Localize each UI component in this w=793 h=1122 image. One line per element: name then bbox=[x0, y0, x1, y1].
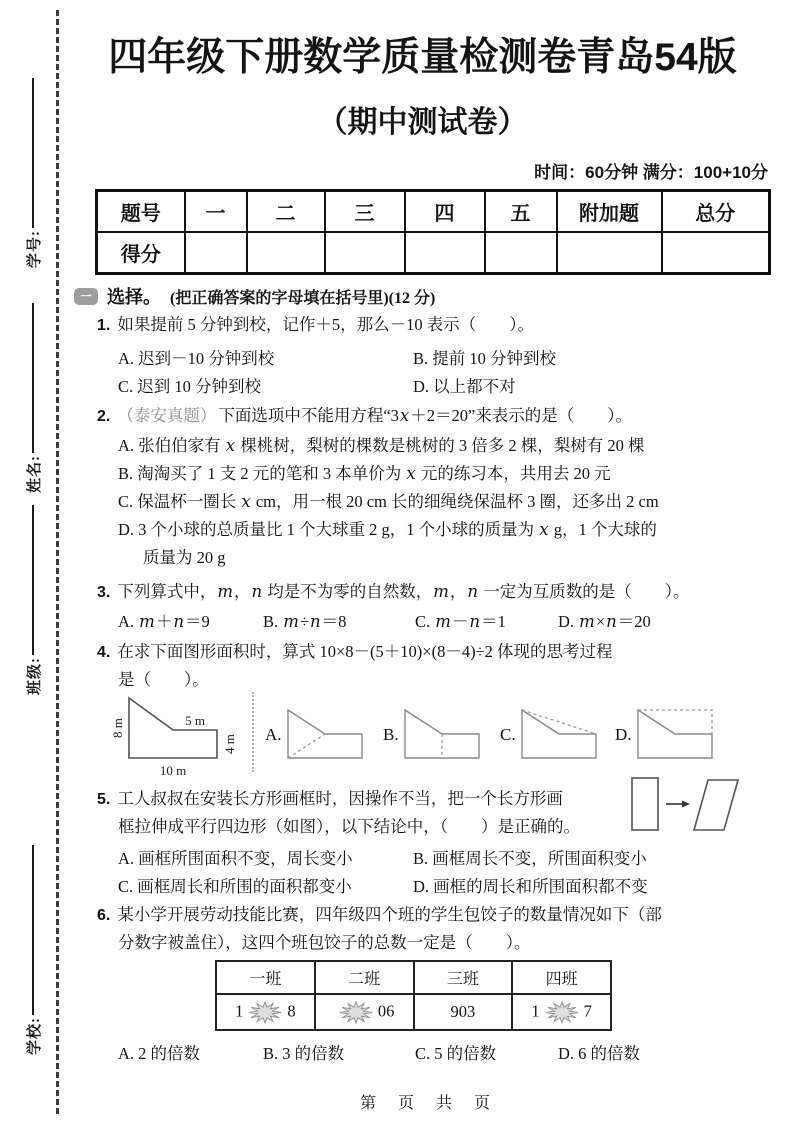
covered-number-splat-icon bbox=[338, 1001, 374, 1024]
question-3-options-row bbox=[118, 608, 787, 634]
class-label: 班级: bbox=[26, 657, 43, 695]
q3-option-d: D. m×n＝20 bbox=[558, 612, 651, 631]
question-1 bbox=[97, 311, 783, 335]
dim-label-8m: 8 m bbox=[110, 718, 125, 738]
q4-option-c-letter: C. bbox=[500, 724, 516, 744]
question-3-number: 3. bbox=[97, 584, 111, 601]
q4-option-d-figure bbox=[637, 709, 713, 760]
q4-option-a bbox=[265, 709, 363, 760]
student-name-label: 姓名: bbox=[26, 455, 43, 493]
q6-option-a: A. 2 的倍数 bbox=[118, 1044, 201, 1063]
student-id-line bbox=[32, 78, 34, 228]
score-table-header-row bbox=[97, 191, 770, 233]
question-5-options-row-1 bbox=[118, 845, 787, 871]
count-digit: 903 bbox=[450, 1002, 476, 1021]
score-cell bbox=[557, 232, 662, 274]
time-limit-info: 时间：60分钟 满分：100+10分 bbox=[534, 163, 768, 182]
q1-option-a: A. 迟到－10 分钟到校 bbox=[118, 349, 275, 368]
covered-number-splat-icon bbox=[544, 1001, 580, 1024]
class-3-header: 三班 bbox=[414, 961, 513, 994]
score-table bbox=[95, 189, 771, 275]
student-id-field bbox=[8, 78, 58, 268]
class-line bbox=[32, 505, 34, 655]
question-1-number: 1. bbox=[97, 317, 111, 334]
score-cell bbox=[662, 232, 770, 274]
school-field bbox=[8, 845, 58, 1055]
section-title: 选择。 bbox=[107, 287, 161, 307]
q6-option-c: C. 5 的倍数 bbox=[415, 1044, 497, 1063]
q3-option-b: B. m÷n＝8 bbox=[263, 612, 347, 631]
question-2 bbox=[97, 402, 783, 426]
q3-option-c: C. m－n＝1 bbox=[415, 612, 506, 631]
dim-label-10m: 10 m bbox=[159, 763, 187, 778]
score-header-cell: 题号 bbox=[97, 191, 185, 233]
question-1-options-row-1 bbox=[118, 345, 787, 371]
student-name-field bbox=[8, 303, 58, 493]
dumpling-table-header-row bbox=[216, 961, 611, 994]
q4-option-b bbox=[383, 709, 480, 760]
page-subtitle: （期中测试卷） bbox=[317, 106, 528, 139]
question-6-stem: 某小学开展劳动技能比赛，四年级四个班的学生包饺子的数量情况如下（部 bbox=[117, 905, 662, 924]
section-note: (把正确答案的字母填在括号里)(12 分) bbox=[170, 289, 436, 307]
dim-label-5m: 5 m bbox=[185, 713, 205, 728]
question-5-stem-line-2: 框拉伸成平行四边形（如图），以下结论中，（ ）是正确的。 bbox=[118, 817, 580, 836]
q6-option-b: B. 3 的倍数 bbox=[263, 1044, 345, 1063]
margin-dashed-divider bbox=[56, 10, 59, 1114]
q5-option-b: B. 画框周长不变，所围面积变小 bbox=[413, 849, 647, 868]
q4-option-c bbox=[500, 709, 597, 760]
score-header-cell: 总分 bbox=[662, 191, 770, 233]
score-header-cell: 附加题 bbox=[557, 191, 662, 233]
class-2-count-cell bbox=[315, 994, 414, 1030]
q4-option-c-figure bbox=[521, 709, 597, 760]
question-5-stem: 工人叔叔在安装长方形画框时，因操作不当，把一个长方形画 bbox=[117, 789, 563, 808]
q1-option-c: C. 迟到 10 分钟到校 bbox=[118, 377, 262, 396]
class-4-count-cell bbox=[512, 994, 611, 1030]
q5-frame-figure-svg bbox=[626, 774, 748, 836]
question-6 bbox=[97, 901, 783, 925]
class-2-header: 二班 bbox=[315, 961, 414, 994]
q2-option-b: B. 淘淘买了 1 支 2 元的笔和 3 本单价为 x 元的练习本，共用去 20 元 bbox=[118, 464, 611, 483]
q2-option-d-continuation: 质量为 20 g bbox=[143, 548, 226, 567]
class-3-count-cell bbox=[414, 994, 513, 1030]
score-header-cell: 一 bbox=[185, 191, 247, 233]
q5-option-c: C. 画框周长和所围的面积都变小 bbox=[118, 877, 352, 896]
score-cell bbox=[485, 232, 557, 274]
q1-option-b: B. 提前 10 分钟到校 bbox=[413, 349, 557, 368]
dim-label-4m: 4 m bbox=[222, 734, 237, 754]
question-2-source-tag: （泰安真题） bbox=[117, 406, 217, 425]
school-label: 学校: bbox=[26, 1017, 43, 1055]
question-6-options-row bbox=[118, 1040, 787, 1066]
section-number-badge: 一 bbox=[74, 288, 98, 305]
school-line bbox=[32, 845, 34, 1015]
score-table-score-row bbox=[97, 232, 770, 274]
parallelogram-frame-shape bbox=[694, 780, 738, 830]
q4-option-d bbox=[615, 709, 713, 760]
question-1-options-row-2 bbox=[118, 373, 787, 399]
page-footer: 第 页 共 页 bbox=[359, 1095, 493, 1112]
q2-option-a: A. 张伯伯家有 x 棵桃树，梨树的棵数是桃树的 3 倍多 2 棵，梨树有 20 棵 bbox=[118, 436, 645, 455]
figure-dotted-separator bbox=[252, 692, 254, 772]
q4-option-b-letter: B. bbox=[383, 724, 399, 744]
q5-option-d: D. 画框的周长和所围面积都不变 bbox=[413, 877, 648, 896]
score-cell bbox=[325, 232, 405, 274]
covered-number-splat-icon bbox=[247, 1001, 283, 1024]
student-id-label: 学号: bbox=[26, 230, 43, 268]
page-title: 四年级下册数学质量检测卷青岛54版 bbox=[108, 36, 737, 79]
score-header-cell: 二 bbox=[247, 191, 325, 233]
question-3-stem: 下列算式中，m，n 均是不为零的自然数，m，n 一定为互质数的是（ ）。 bbox=[117, 582, 690, 601]
question-4-stem-line-2: 是（ ）。 bbox=[118, 670, 209, 689]
score-header-cell: 四 bbox=[405, 191, 485, 233]
question-2-stem: 下面选项中不能用方程“3x＋2＝20”来表示的是（ ）。 bbox=[218, 406, 633, 425]
class-field bbox=[8, 505, 58, 695]
q4-option-b-figure bbox=[404, 709, 480, 760]
rectangle-frame-shape bbox=[632, 778, 658, 830]
question-4-number: 4. bbox=[97, 644, 111, 661]
question-5-options-row-2 bbox=[118, 873, 787, 899]
student-name-line bbox=[32, 303, 34, 453]
q3-option-a: A. m＋n＝9 bbox=[118, 612, 210, 631]
score-cell bbox=[185, 232, 247, 274]
question-6-number: 6. bbox=[97, 907, 111, 924]
dumpling-count-table bbox=[215, 960, 612, 1031]
q4-option-a-letter: A. bbox=[265, 724, 282, 744]
question-2-number: 2. bbox=[97, 408, 111, 425]
score-cell bbox=[247, 232, 325, 274]
dumpling-table-value-row bbox=[216, 994, 611, 1030]
score-cell bbox=[405, 232, 485, 274]
question-4-stem: 在求下面图形面积时，算式 10×8－(5＋10)×(8－4)÷2 体现的思考过程 bbox=[117, 642, 613, 661]
q2-option-d: D. 3 个小球的总质量比 1 个大球重 2 g，1 个小球的质量为 x g，1 个大球的 bbox=[118, 520, 657, 539]
q2-option-c: C. 保温杯一圈长 x cm，用一根 20 cm 长的细绳绕保温杯 3 圈，还多出 2 cm bbox=[118, 492, 659, 511]
q6-option-d: D. 6 的倍数 bbox=[558, 1044, 641, 1063]
count-digit: 8 bbox=[287, 1000, 296, 1020]
q1-option-d: D. 以上都不对 bbox=[413, 377, 516, 396]
score-row-label: 得分 bbox=[97, 232, 185, 274]
question-4 bbox=[97, 638, 783, 662]
class-1-header: 一班 bbox=[216, 961, 315, 994]
count-digit: 06 bbox=[377, 1000, 395, 1020]
pentagon-shape bbox=[129, 698, 217, 758]
q4-figures-row bbox=[95, 688, 787, 782]
q4-option-a-figure bbox=[287, 709, 363, 760]
score-header-cell: 三 bbox=[325, 191, 405, 233]
question-6-stem-line-2: 分数字被盖住），这四个班包饺子的总数一定是（ ）。 bbox=[118, 933, 531, 952]
question-1-stem: 如果提前 5 分钟到校，记作＋5，那么－10 表示（ ）。 bbox=[117, 315, 534, 334]
arrow-head-icon bbox=[682, 801, 690, 808]
count-digit: 1 bbox=[235, 1000, 244, 1020]
count-digit: 1 bbox=[531, 1000, 540, 1020]
question-5-number: 5. bbox=[97, 791, 111, 808]
class-1-count-cell bbox=[216, 994, 315, 1030]
q5-option-a: A. 画框所围面积不变，周长变小 bbox=[118, 849, 353, 868]
section-one-heading bbox=[74, 283, 435, 309]
q4-main-figure-svg bbox=[101, 690, 251, 782]
question-3 bbox=[97, 578, 783, 602]
count-digit: 7 bbox=[583, 1000, 592, 1020]
score-header-cell: 五 bbox=[485, 191, 557, 233]
q4-option-d-letter: D. bbox=[615, 724, 632, 744]
class-4-header: 四班 bbox=[512, 961, 611, 994]
